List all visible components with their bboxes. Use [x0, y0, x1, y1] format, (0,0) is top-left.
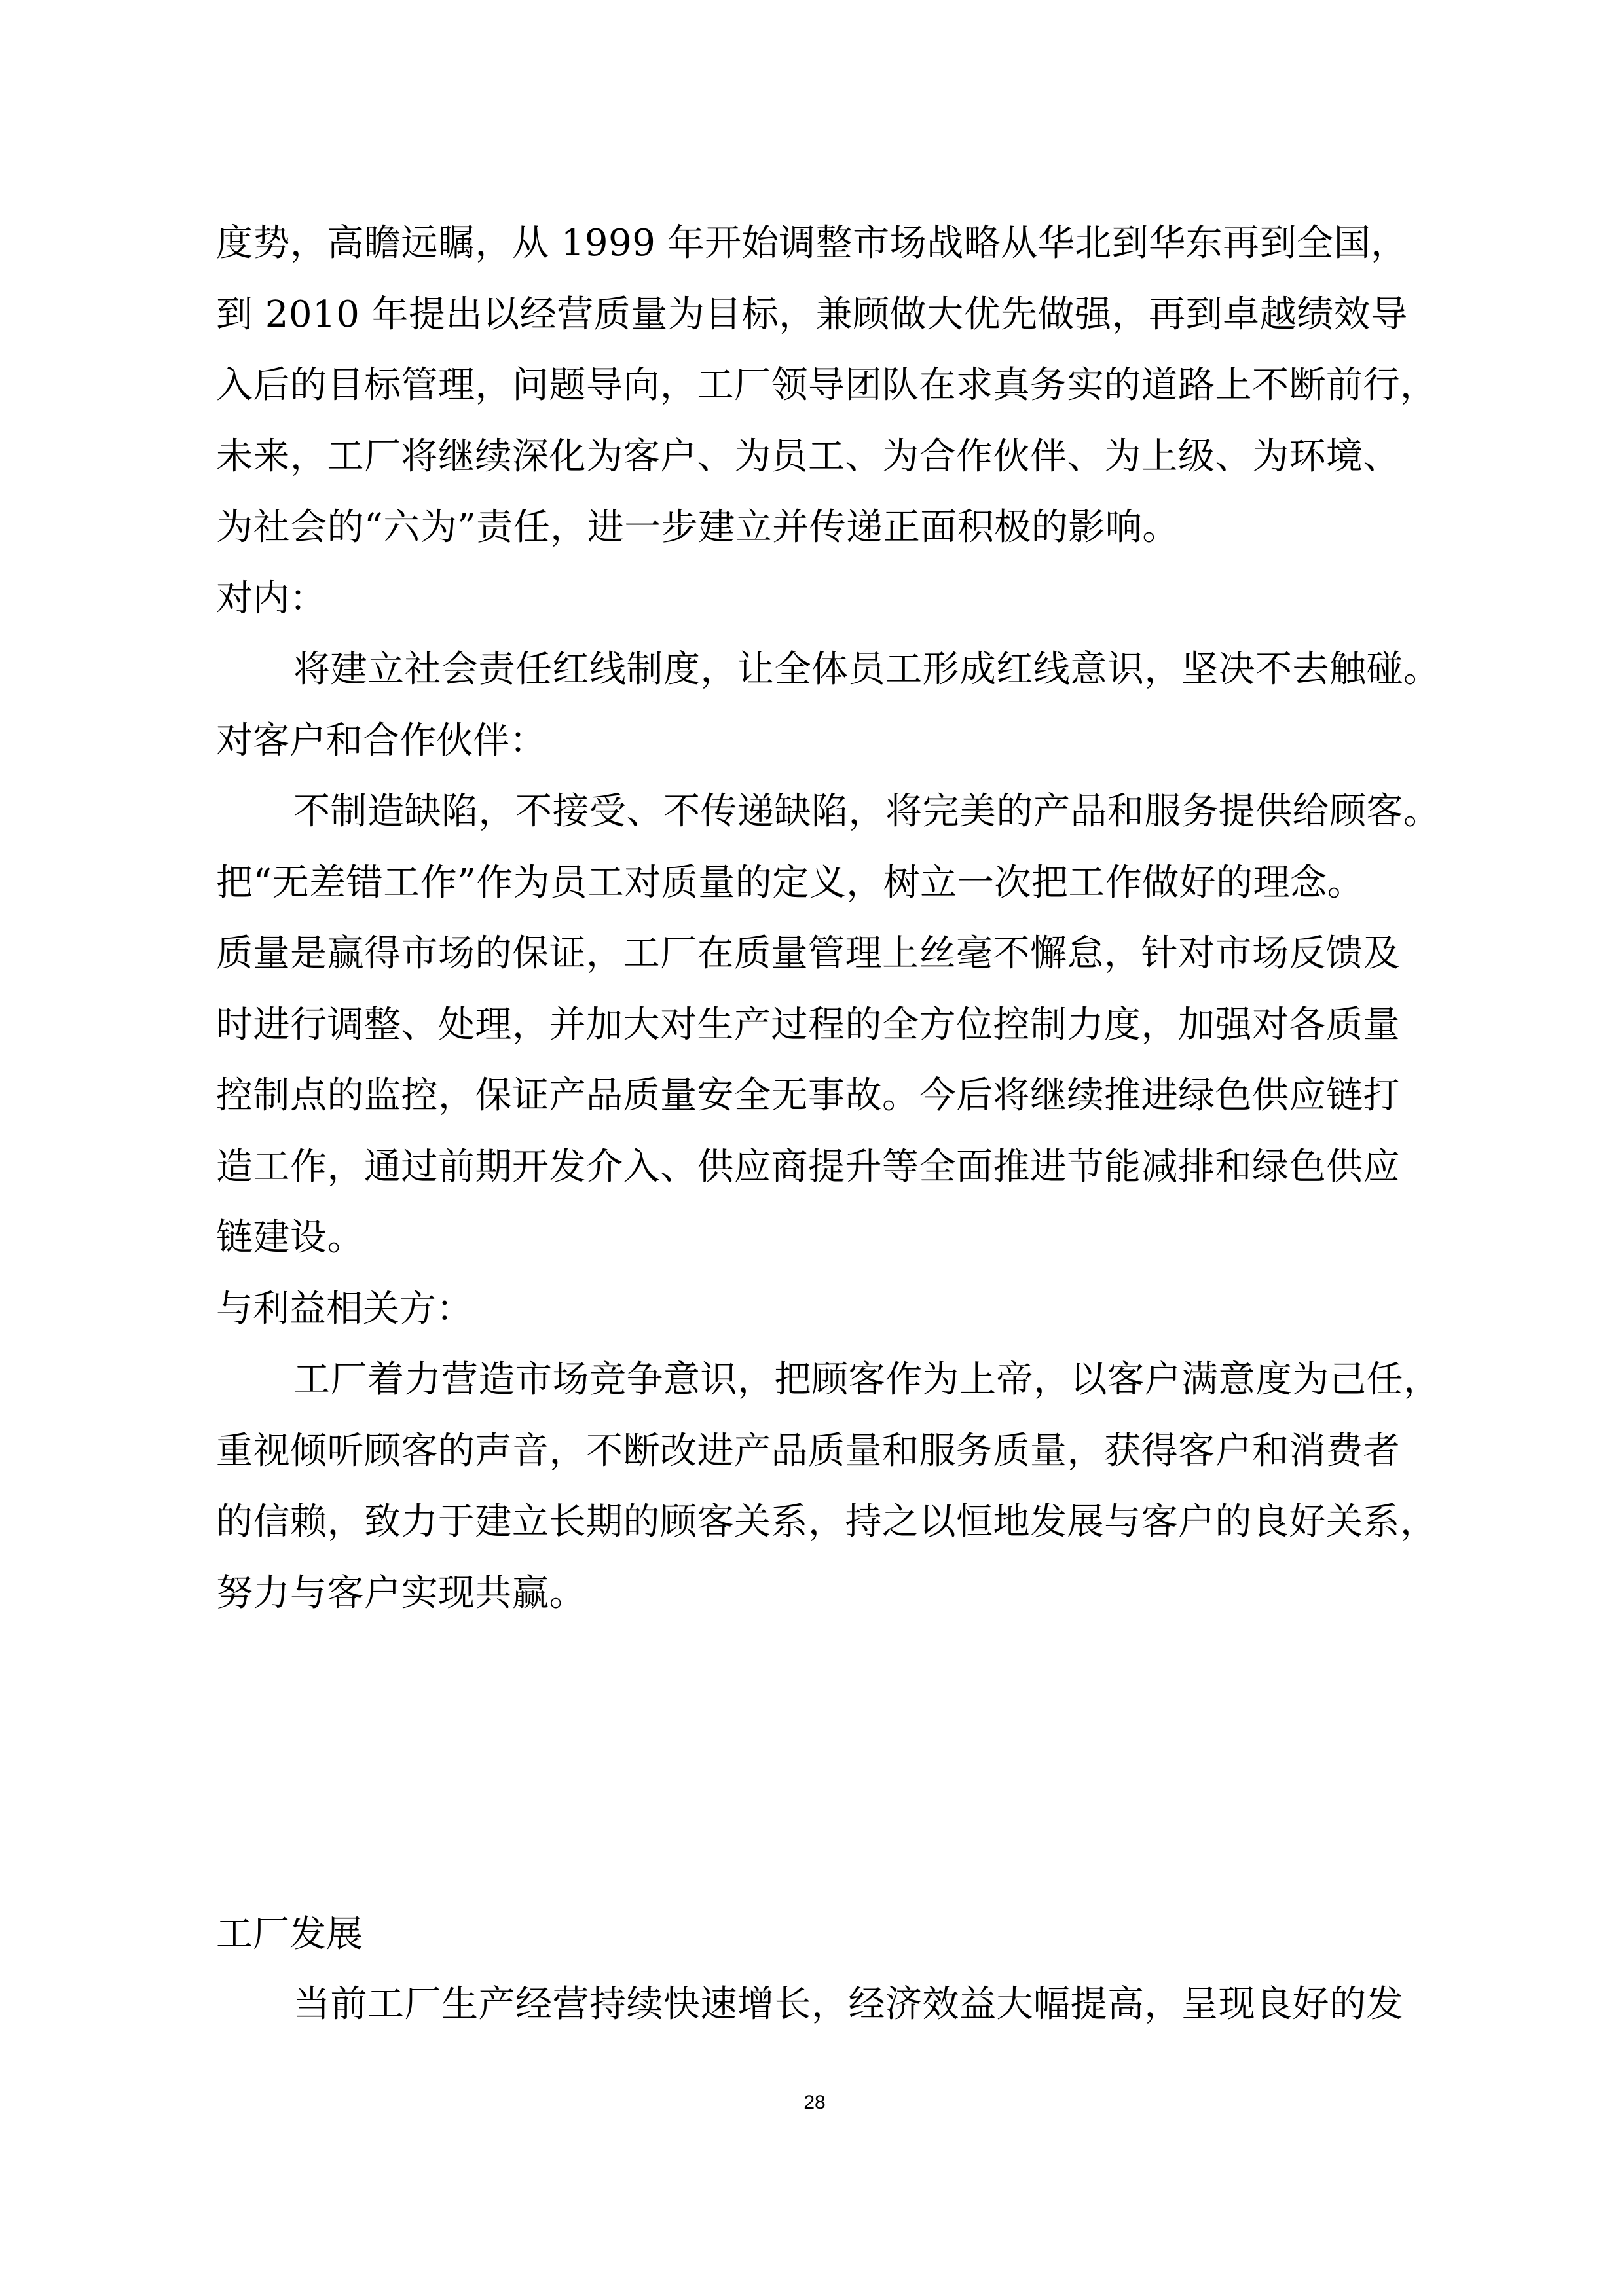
- page-number: 28: [803, 2092, 826, 2113]
- factory-development-first-line: 当前工厂生产经营持续快速增长，经济效益大幅提高，呈现良好的发: [293, 1983, 1403, 2026]
- stakeholders-line: 的信赖，致力于建立长期的顾客关系，持之以恒地发展与客户的良好关系，: [216, 1501, 1437, 1543]
- stakeholders-heading: 与利益相关方：: [216, 1287, 473, 1330]
- customers-partners-heading: 对客户和合作伙伴：: [216, 719, 546, 762]
- customers-partners-line: 质量是赢得市场的保证，工厂在质量管理上丝毫不懈怠，针对市场反馈及: [216, 932, 1400, 975]
- intro-line: 到 2010 年提出以经营质量为目标，兼顾做大优先做强，再到卓越绩效导: [216, 293, 1408, 336]
- customers-partners-line: 把“无差错工作”作为员工对质量的定义，树立一次把工作做好的理念。: [216, 861, 1365, 904]
- customers-partners-line: 链建设。: [216, 1216, 364, 1259]
- document-body: [216, 208, 1441, 1629]
- intro-line: 度势，高瞻远瞩，从 1999 年开始调整市场战略从华北到华东再到全国，: [216, 222, 1408, 264]
- customers-partners-line: 时进行调整、处理，并加大对生产过程的全方位控制力度，加强对各质量: [216, 1003, 1400, 1046]
- factory-development-title: 工厂发展: [216, 1913, 363, 1956]
- customers-partners-line: 不制造缺陷，不接受、不传递缺陷，将完美的产品和服务提供给顾客。: [293, 790, 1441, 833]
- internal-heading: 对内：: [216, 577, 326, 620]
- intro-line: 未来，工厂将继续深化为客户、为员工、为合作伙伴、为上级、为环境、: [216, 435, 1400, 478]
- intro-line: 为社会的“六为”责任，进一步建立并传递正面积极的影响。: [216, 506, 1179, 549]
- customers-partners-line: 造工作，通过前期开发介入、供应商提升等全面推进节能减排和绿色供应: [216, 1145, 1400, 1188]
- intro-line: 入后的目标管理，问题导向，工厂领导团队在求真务实的道路上不断前行，: [216, 364, 1437, 407]
- internal-paragraph-line: 将建立社会责任红线制度，让全体员工形成红线意识，坚决不去触碰。: [293, 648, 1441, 691]
- stakeholders-line: 努力与客户实现共赢。: [216, 1571, 586, 1614]
- customers-partners-line: 控制点的监控，保证产品质量安全无事故。今后将继续推进绿色供应链打: [216, 1074, 1400, 1117]
- stakeholders-line: 重视倾听顾客的声音，不断改进产品质量和服务质量，获得客户和消费者: [216, 1429, 1400, 1472]
- stakeholders-line: 工厂着力营造市场竞争意识，把顾客作为上帝，以客户满意度为己任，: [293, 1358, 1441, 1401]
